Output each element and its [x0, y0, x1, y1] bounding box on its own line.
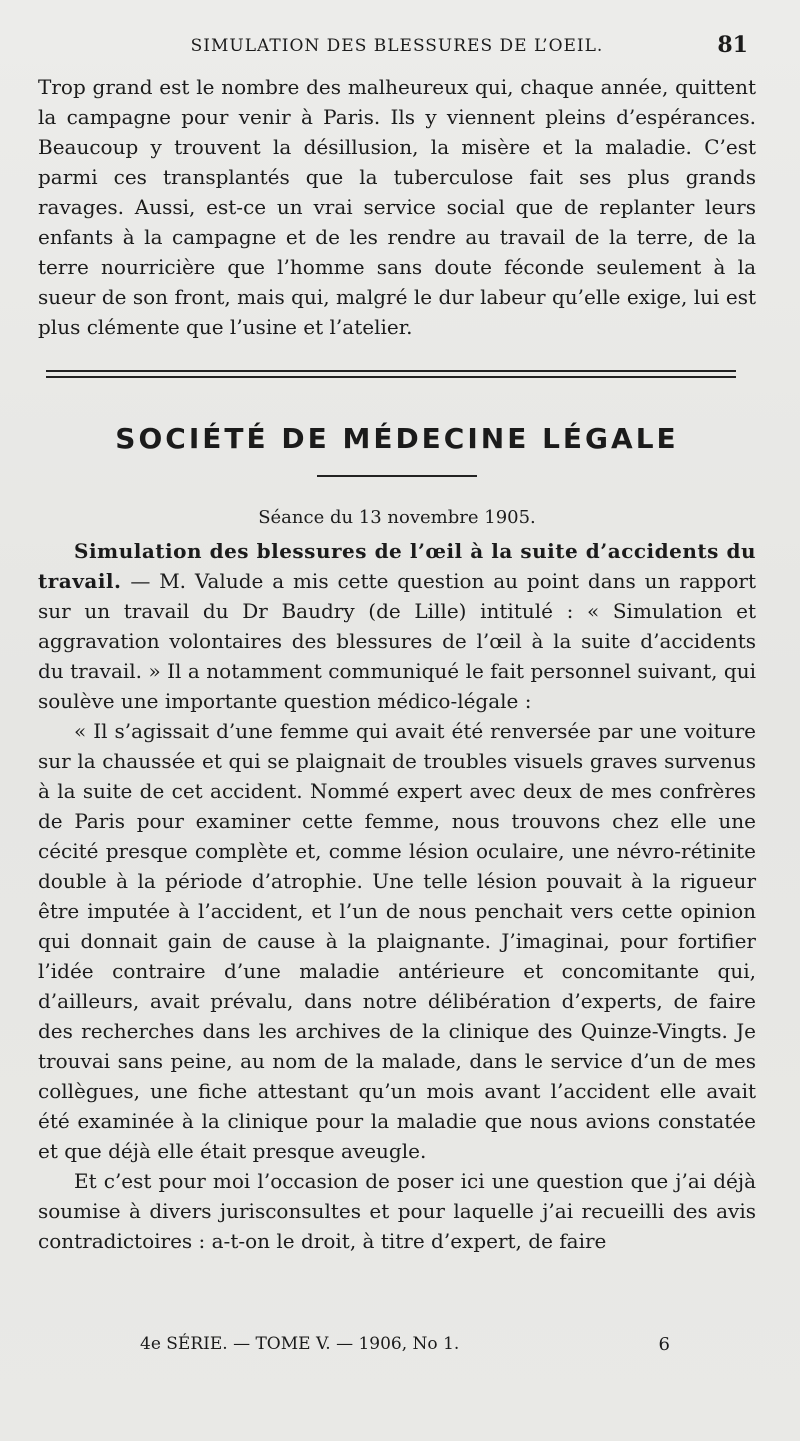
page-footer — [140, 1334, 670, 1355]
series-info: 4e SÉRIE. — TOME V. — 1906, No 1. — [140, 1334, 460, 1354]
double-rule-divider — [46, 370, 736, 378]
last-paragraph: Et c’est pour moi l’occasion de poser ici une question que j’ai déjà soumise à divers jurisconsultes et pour laquelle j’ai recueilli des avis contradictoires : a-t-on le droit, à titre d’expert, de faire — [38, 1169, 756, 1253]
running-head — [38, 30, 756, 72]
section-lead-text: — M. Valude a mis cette question au point dans un rapport sur un travail du Dr Baudry (de Lille) intitulé : « Simulation et aggravation volontaires des blessures de l’œil à la suite d’accidents du travail. » Il a notamment communiqué le fait personnel suivant, qui soulève une importante question médico-légale : — [38, 569, 756, 713]
page-number: 81 — [717, 32, 748, 58]
signature-mark: 6 — [658, 1334, 670, 1355]
intro-paragraph: Trop grand est le nombre des malheureux qui, chaque année, quittent la campagne pour venir à Paris. Ils y viennent pleins d’espérances. Beaucoup y trouvent la désillusion, la misère et la maladie. C’est parmi ces transplantés que la tuberculose fait ses plus grands ravages. Aussi, est-ce un vrai service social que de replanter leurs enfants à la campagne et de les rendre au travail de la terre, de la terre nourricière que l’homme sans doute féconde seulement à la sueur de son front, mais qui, malgré le dur labeur qu’elle exige, lui est plus clémente que l’usine et l’atelier. — [38, 75, 756, 339]
section-title: Simulation des blessures de l’œil à la suite d’accidents du travail. — [38, 539, 756, 593]
running-title: SIMULATION DES BLESSURES DE L’OEIL. — [190, 36, 604, 56]
section-paragraph — [38, 536, 756, 716]
short-rule-divider — [317, 475, 477, 477]
quote-paragraph: « Il s’agissait d’une femme qui avait été renversée par une voiture sur la chaussée et qui se plaignait de troubles visuels graves survenus à la suite de cet accident. Nommé expert avec deux de mes confrères de Paris pour examiner cette femme, nous trouvons chez elle une cécité presque complète et, comme lésion oculaire, une névro-rétinite double à la période d’atrophie. Une telle lésion pouvait à la rigueur être imputée à l’accident, et l’un de nous penchait vers cette opinion qui donnait gain de cause à la plaignante. J’imaginai, pour fortifier l’idée contraire d’une maladie antérieure et concomitante qui, d’ailleurs, avait prévalu, dans notre délibération d’experts, de faire des recherches dans les archives de la clinique des Quinze-Vingts. Je trouvai sans peine, au nom de la malade, dans le service d’un de mes collègues, une fiche attestant qu’un mois avant l’accident elle avait été examinée à la clinique pour la maladie que nous avions constatée et que déjà elle était presque aveugle. — [38, 719, 756, 1163]
seance-date: Séance du 13 novembre 1905. — [258, 507, 536, 528]
society-heading: SOCIÉTÉ DE MÉDECINE LÉGALE — [115, 422, 679, 455]
